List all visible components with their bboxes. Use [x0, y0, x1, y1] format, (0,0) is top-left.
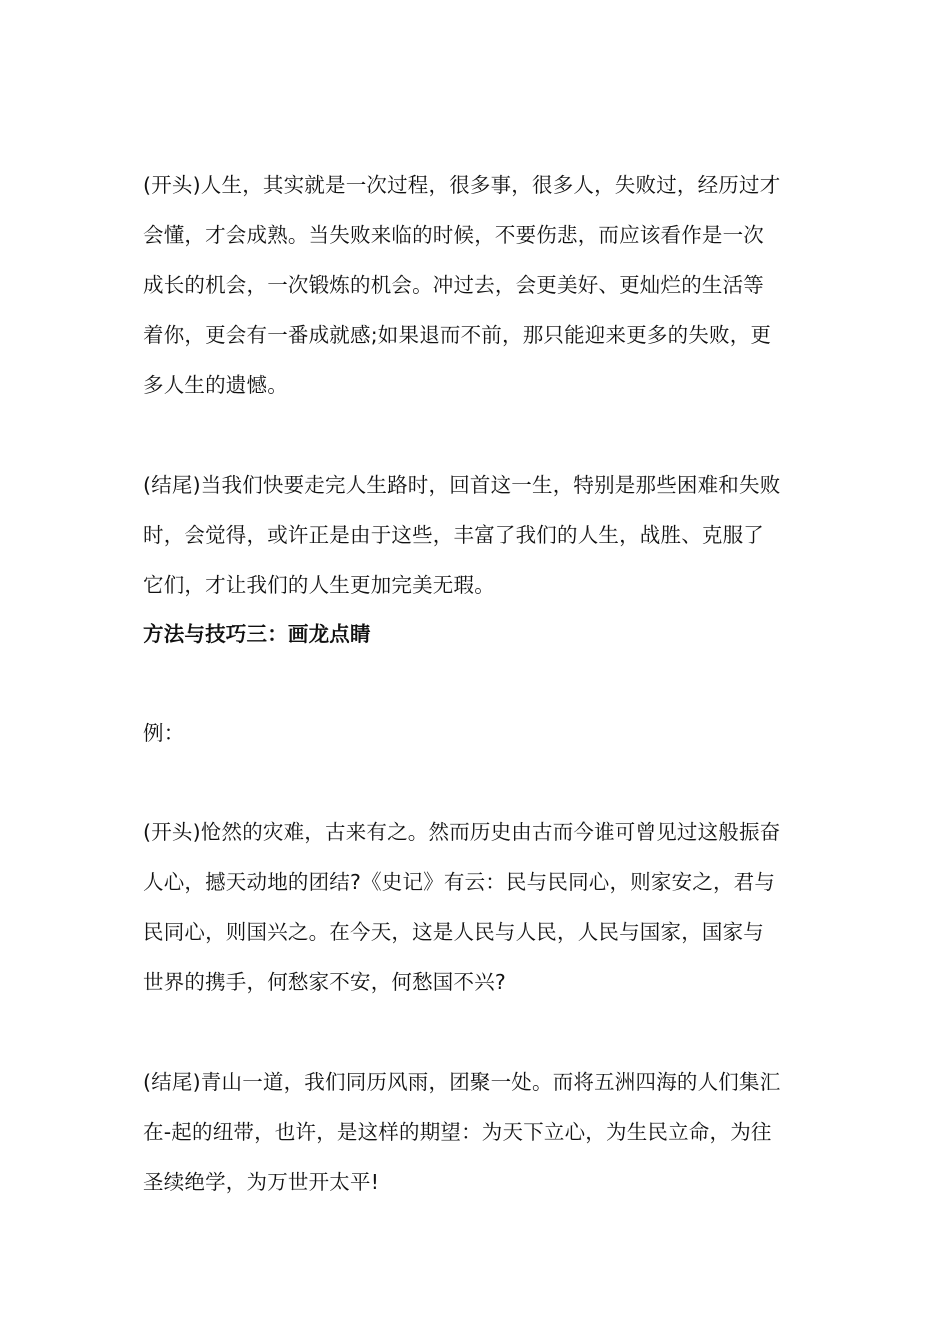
paragraph-1-line-4: 着你，更会有一番成就感;如果退而不前，那只能迎来更多的失败，更 [143, 323, 772, 347]
paragraph-4-line-2: 在-起的纽带，也许，是这样的期望：为天下立心，为生民立命，为往 [143, 1120, 772, 1144]
section-heading: 方法与技巧三：画龙点睛 [143, 622, 371, 646]
paragraph-3-line-2: 人心，撼天动地的团结?《史记》有云：民与民同心，则家安之，君与 [143, 870, 776, 894]
example-label: 例： [143, 721, 185, 745]
paragraph-4-line-3: 圣续绝学，为万世开太平! [143, 1170, 380, 1194]
paragraph-1-line-1: (开头)人生，其实就是一次过程，很多事，很多人，失败过，经历过才 [143, 173, 781, 197]
paragraph-1-line-2: 会懂，才会成熟。当失败来临的时候，不要伤悲，而应该看作是一次 [143, 223, 764, 247]
paragraph-3-line-1: (开头)怆然的灾难，古来有之。然而历史由古而今谁可曾见过这般振奋 [143, 820, 781, 844]
paragraph-2-line-1: (结尾)当我们快要走完人生路时，回首这一生，特别是那些困难和失败 [143, 473, 781, 497]
paragraph-1-line-5: 多人生的遗憾。 [143, 373, 288, 397]
paragraph-1-line-3: 成长的机会，一次锻炼的机会。冲过去，会更美好、更灿烂的生活等 [143, 273, 764, 297]
paragraph-2-line-3: 它们，才让我们的人生更加完美无瑕。 [143, 573, 495, 597]
paragraph-4-line-1: (结尾)青山一道，我们同历风雨，团聚一处。而将五洲四海的人们集汇 [143, 1070, 781, 1094]
paragraph-2-line-2: 时，会觉得，或许正是由于这些，丰富了我们的人生，战胜、克服了 [143, 523, 764, 547]
paragraph-3-line-3: 民同心，则国兴之。在今天，这是人民与人民，人民与国家，国家与 [143, 920, 764, 944]
paragraph-3-line-4: 世界的携手，何愁家不安，何愁国不兴? [143, 970, 506, 994]
